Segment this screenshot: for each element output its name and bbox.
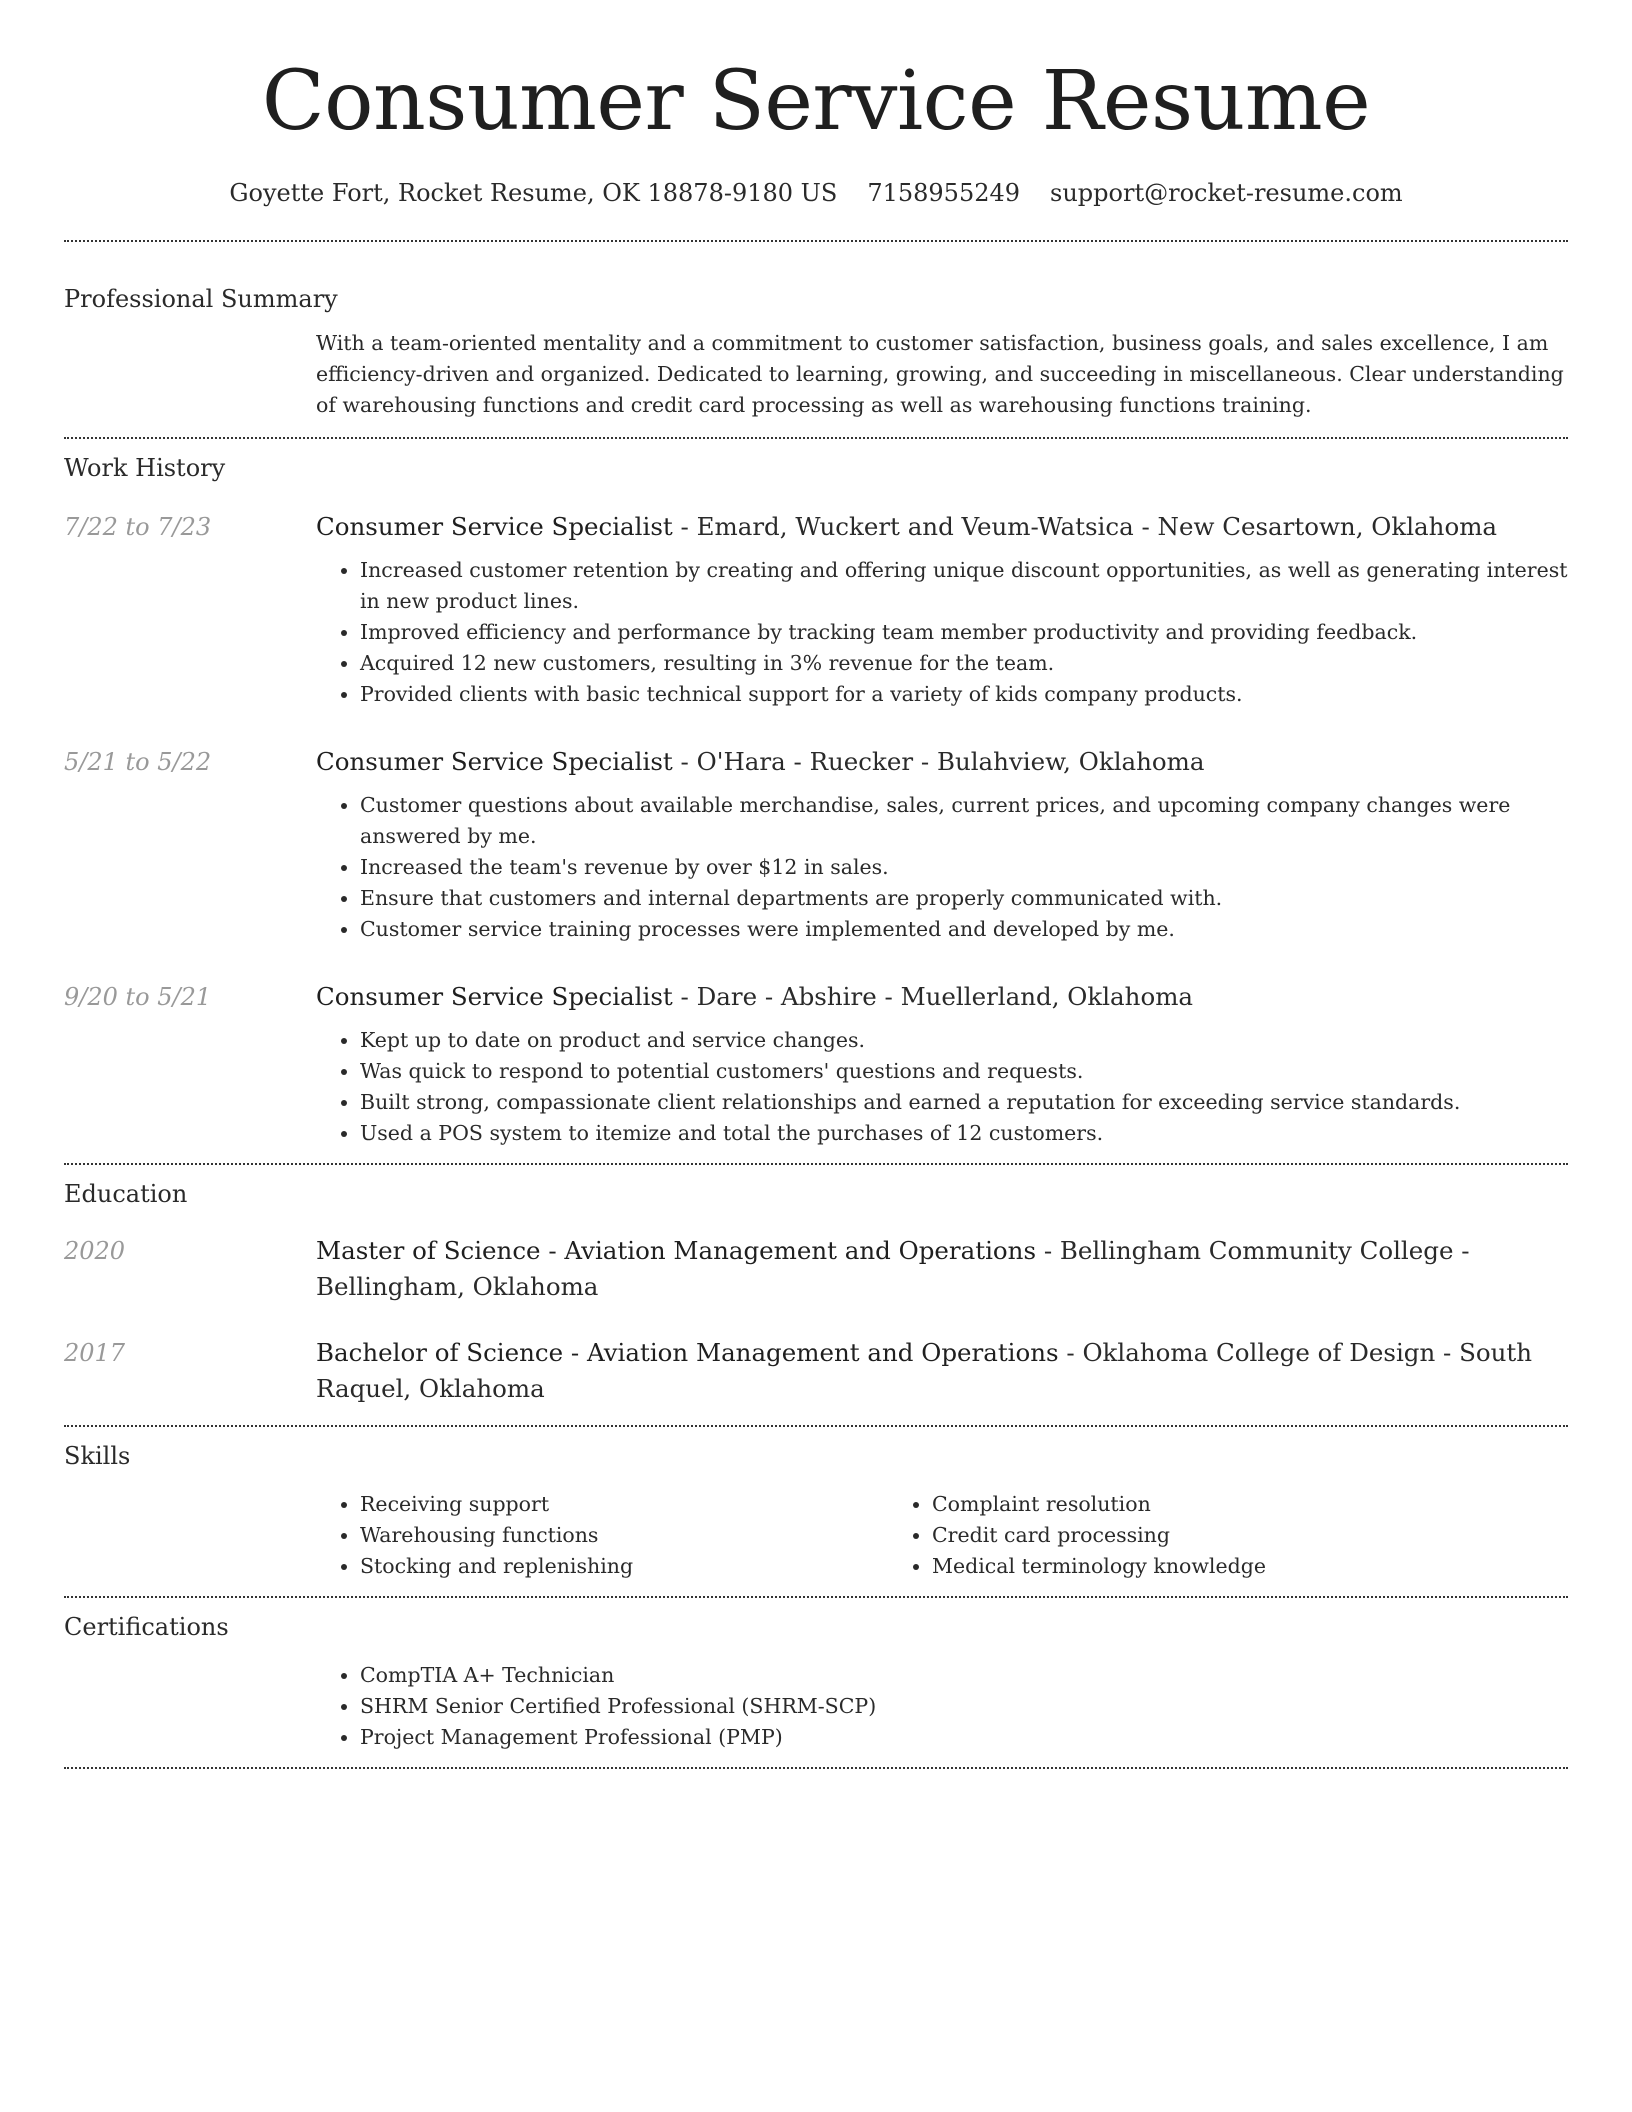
list-item: • Acquired 12 new customers, resulting in 3% revenue for the team. — [360, 648, 1568, 679]
skills-list — [316, 1489, 1568, 1582]
work-bullets — [316, 555, 1568, 710]
list-item: • Built strong, compassionate client relationships and earned a reputation for exceeding service standards. — [360, 1087, 1568, 1118]
divider — [64, 240, 1568, 242]
list-item: • Complaint resolution — [932, 1489, 1460, 1520]
divider — [64, 1596, 1568, 1598]
work-role: Consumer Service Specialist — [316, 512, 673, 541]
list-item: • Stocking and replenishing — [360, 1551, 888, 1582]
education-date: 2017 — [64, 1339, 126, 1367]
education-date: 2020 — [64, 1237, 126, 1265]
list-item: • Credit card processing — [932, 1520, 1460, 1551]
section-title-education: Education — [64, 1180, 188, 1208]
list-item: • Increased customer retention by creating and offering unique discount opportunities, as well as generating interest in new product lines. — [360, 555, 1568, 617]
work-date: 9/20 to 5/21 — [64, 983, 212, 1011]
divider — [64, 437, 1568, 439]
work-body — [316, 979, 1568, 1149]
list-item: • Warehousing functions — [360, 1520, 888, 1551]
section-title-skills: Skills — [64, 1442, 131, 1470]
list-item: • Ensure that customers and internal departments are properly communicated with. — [360, 883, 1568, 914]
certifications-column — [316, 1660, 1116, 1753]
section-title-certifications: Certifications — [64, 1613, 229, 1641]
work-company: - O'Hara - Ruecker - Bulahview, Oklahoma — [672, 747, 1205, 776]
skills-column-right — [888, 1489, 1460, 1582]
work-role: Consumer Service Specialist — [316, 747, 673, 776]
work-company: - Dare - Abshire - Muellerland, Oklahoma — [672, 982, 1194, 1011]
education-body — [316, 1233, 1568, 1305]
certifications-list — [316, 1660, 1568, 1753]
work-role: Consumer Service Specialist — [316, 982, 673, 1011]
section-title-work-history: Work History — [64, 454, 226, 482]
section-title-summary: Professional Summary — [64, 285, 338, 313]
summary-text: With a team-oriented mentality and a commitment to customer satisfaction, business goals, and sales excellence, I am efficiency-driven and organized. Dedicated to learning, growing, and succeeding in miscellaneous. Clear understanding of warehousing functions and credit card processing as well as warehousing functions training. — [316, 331, 1564, 417]
work-date: 7/22 to 7/23 — [64, 513, 212, 541]
list-item: • Customer questions about available merchandise, sales, current prices, and upcoming company changes were answered by me. — [360, 790, 1568, 852]
divider — [64, 1163, 1568, 1165]
education-heading — [316, 1335, 1568, 1407]
education-body — [316, 1335, 1568, 1407]
divider — [64, 1767, 1568, 1769]
work-heading — [316, 509, 1568, 545]
contact-email: support@rocket-resume.com — [1050, 179, 1403, 207]
work-heading — [316, 744, 1568, 780]
divider — [64, 1425, 1568, 1427]
education-school: - Oklahoma College of Design - South Raquel, Oklahoma — [316, 1338, 1533, 1403]
education-entry — [64, 1335, 1568, 1407]
work-heading — [316, 979, 1568, 1015]
list-item: • Kept up to date on product and service changes. — [360, 1025, 1568, 1056]
contact-phone: 7158955249 — [867, 179, 1021, 207]
list-item: • Customer service training processes were implemented and developed by me. — [360, 914, 1568, 945]
skills-column-left — [316, 1489, 888, 1582]
work-date: 5/21 to 5/22 — [64, 748, 212, 776]
contact-line — [64, 178, 1568, 208]
education-degree: Bachelor of Science - Aviation Management and Operations — [316, 1338, 1059, 1367]
list-item: • SHRM Senior Certified Professional (SHRM-SCP) — [360, 1691, 1116, 1722]
list-item: • Project Management Professional (PMP) — [360, 1722, 1116, 1753]
list-item: • CompTIA A+ Technician — [360, 1660, 1116, 1691]
work-entry — [64, 744, 1568, 945]
work-company: - Emard, Wuckert and Veum-Watsica - New Cesartown, Oklahoma — [672, 512, 1498, 541]
list-item: • Receiving support — [360, 1489, 888, 1520]
list-item: • Medical terminology knowledge — [932, 1551, 1460, 1582]
education-school: - Bellingham Community College - Bellingham, Oklahoma — [316, 1236, 1470, 1301]
work-body — [316, 509, 1568, 710]
education-degree: Master of Science - Aviation Management and Operations — [316, 1236, 1037, 1265]
work-entry — [64, 979, 1568, 1149]
list-item: • Improved efficiency and performance by tracking team member productivity and providing feedback. — [360, 617, 1568, 648]
work-entry — [64, 509, 1568, 710]
contact-address: Goyette Fort, Rocket Resume, OK 18878-9180 US — [229, 179, 838, 207]
education-heading — [316, 1233, 1568, 1305]
list-item: • Increased the team's revenue by over $12 in sales. — [360, 852, 1568, 883]
list-item: • Provided clients with basic technical support for a variety of kids company products. — [360, 679, 1568, 710]
work-body — [316, 744, 1568, 945]
work-bullets — [316, 790, 1568, 945]
resume-title: Consumer Service Resume — [261, 54, 1371, 149]
list-item: • Was quick to respond to potential customers' questions and requests. — [360, 1056, 1568, 1087]
education-entry — [64, 1233, 1568, 1305]
list-item: • Used a POS system to itemize and total the purchases of 12 customers. — [360, 1118, 1568, 1149]
work-bullets — [316, 1025, 1568, 1149]
